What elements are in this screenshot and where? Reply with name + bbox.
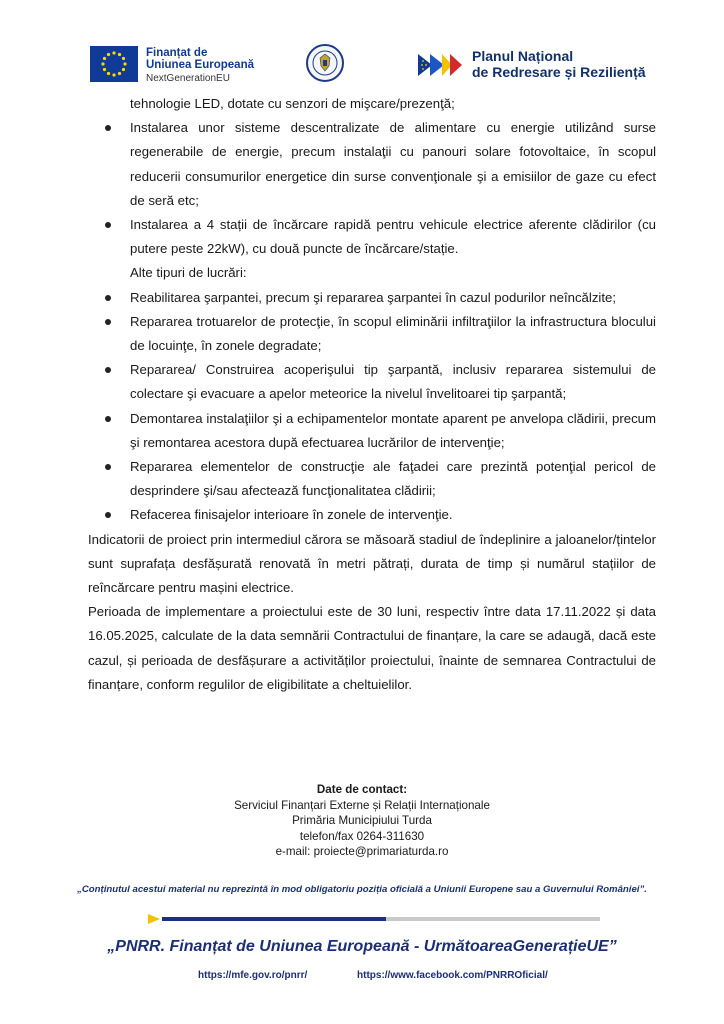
facebook-link[interactable]: https://www.facebook.com/PNRROficial/ [357, 970, 548, 981]
eu-disclaimer: „Conținutul acestui material nu reprezintă în mod obligatoriu poziția oficială a Uniunii Europene sau a Guvernului României”. [77, 884, 647, 895]
pnrr-program-label [472, 48, 646, 80]
list-item-text: Demontarea instalaţiilor şi a echipamentelor montate aparent pe anvelopa clădirii, precum şi remontarea acestora după efectuarea lucrărilor de intervenţie; [130, 410, 656, 450]
header-logos [0, 44, 724, 90]
contact-email[interactable]: e-mail: proiecte@primariaturda.ro [275, 845, 449, 858]
list-item [88, 407, 656, 455]
contact-institution: Primăria Municipiului Turda [292, 814, 432, 827]
list-item-text: Refacerea finisajelor interioare în zonele de intervenţie. [130, 507, 453, 523]
pnrr-line1: Planul Național [472, 48, 574, 64]
contact-title: Date de contact: [316, 783, 408, 796]
bullet-icon [105, 125, 111, 131]
bullet-icon [105, 319, 111, 325]
bullet-icon [105, 464, 111, 470]
continued-bullet-text: tehnologie LED, dotate cu senzori de mişcare/prezenţă; [130, 96, 455, 111]
other-works-heading: Alte tipuri de lucrări: [130, 265, 247, 281]
document-body [88, 92, 656, 697]
pnrr-line2: de Redresare și Reziliență [472, 64, 646, 80]
list-item [88, 358, 656, 406]
list-item [88, 286, 656, 310]
list-item-text: Repararea trotuarelor de protecţie, în scopul eliminării infiltraţiilor la infrastructura blocului de locuinţe, în zonele degradate; [130, 313, 656, 354]
list-item-text: Repararea/ Construirea acoperişului tip şarpantă, inclusiv repararea sistemului de colectare şi evacuare a apelor meteorice la nivelul învelitoarei tip şarpantă; [130, 362, 656, 402]
indicators-paragraph: Indicatorii de proiect prin intermediul cărora se măsoară stadiul de îndeplinire a jaloanelor/țintelor sunt suprafața desfășurată renovată în metri pătrați, durata de timp și numărul stațiilor de reîncărcare pentru mașini electrice. [88, 531, 656, 596]
contact-department: Serviciul Finanțari Externe și Relații Internaționale [234, 798, 490, 812]
footer-bar-gray [386, 917, 600, 921]
list-item-text: Instalarea a 4 stații de încărcare rapidă pentru vehicule electrice aferente clădirilor (cu putere peste 22kW), cu două puncte de încărcare/stație. [130, 217, 656, 257]
eu-funding-label [146, 47, 254, 85]
investment-list [88, 116, 656, 261]
list-item [88, 503, 656, 527]
eu-funding-line3: NextGenerationEU [146, 73, 230, 84]
eu-flag-icon [90, 46, 138, 82]
bullet-icon [105, 416, 111, 422]
list-item-text: Reabilitarea şarpantei, precum şi repararea şarpantei în cazul podurilor neîncălzite; [130, 289, 616, 305]
list-item [88, 116, 656, 213]
footer-bar-blue [162, 917, 386, 921]
other-works-list [88, 286, 656, 528]
list-item [88, 213, 656, 261]
list-item [88, 455, 656, 503]
mfe-link[interactable]: https://mfe.gov.ro/pnrr/ [198, 970, 308, 981]
bullet-icon [105, 295, 111, 301]
list-item [88, 310, 656, 358]
contact-block [0, 782, 724, 860]
implementation-period-paragraph: Perioada de implementare a proiectului este de 30 luni, respectiv între data 17.11.2022 și data 16.05.2025, calculate de la data semnării Contractului de finanțare, la care se adaugă, dacă este cazul, și perioada de desfășurare a activităților proiectului, înainte de semnarea Contractului de finanțare, conform regulilor de eligibilitate a cheltuielilor. [88, 604, 656, 692]
arrow-icon [148, 914, 160, 924]
pnrr-logo-icon [416, 50, 466, 80]
bullet-icon [105, 512, 111, 518]
eu-funding-line2: Uniunea Europeană [146, 59, 254, 71]
pnrr-slogan: „PNRR. Finanțat de Uniunea Europeană - UrmătoareaGenerațieUE” [107, 938, 617, 955]
footer-divider-bar [148, 914, 600, 924]
bullet-icon [105, 222, 111, 228]
contact-phone: telefon/fax 0264-311630 [299, 829, 425, 843]
romanian-government-seal-icon [306, 44, 344, 82]
list-item-text: Repararea elementelor de construcţie ale faţadei care prezintă potenţial pericol de desprindere şi/sau afectează funcţionalitatea clădirii; [130, 459, 656, 499]
bullet-icon [105, 367, 111, 373]
eu-funding-line1: Finanțat de [146, 47, 208, 59]
list-item-text: Instalarea unor sisteme descentralizate de alimentare cu energie utilizând surse regenerabile de energie, precum instalaţii cu panouri solare fotovoltaice, în scopul reducerii consumurilor energetice din surse convenţionale şi a emisiilor de gaze cu efect de seră etc; [130, 120, 656, 208]
